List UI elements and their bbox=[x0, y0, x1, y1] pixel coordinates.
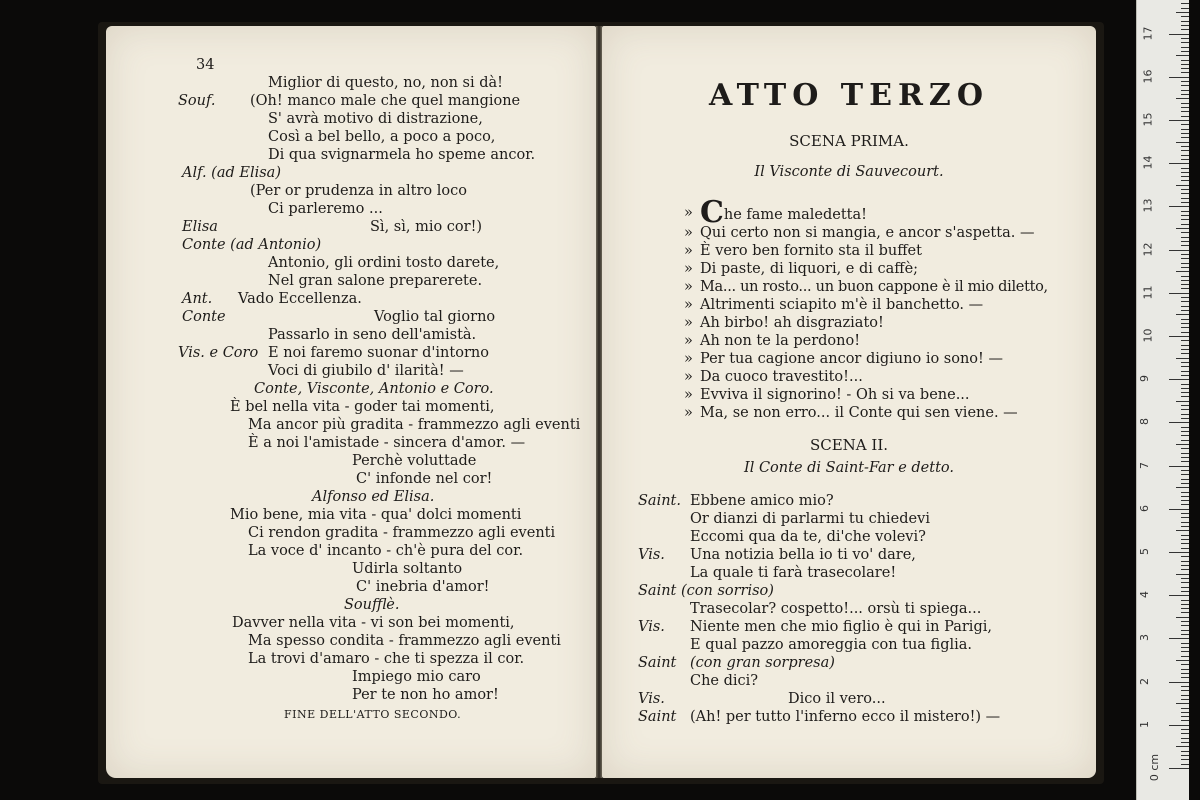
ruler-tick bbox=[1181, 319, 1189, 320]
dialogue-line: Trasecolar? cospetto!... orsù ti spiega... bbox=[690, 601, 982, 617]
ruler-tick bbox=[1181, 764, 1189, 765]
speaker-label: Saint bbox=[638, 709, 677, 725]
ruler-tick bbox=[1181, 608, 1189, 609]
dialogue-line: Che dici? bbox=[690, 673, 759, 689]
ruler-tick bbox=[1181, 310, 1189, 311]
verse-line: Voglio tal giorno bbox=[374, 309, 496, 325]
ruler-tick bbox=[1181, 630, 1189, 631]
scene-heading: SCENA II. bbox=[809, 436, 889, 454]
ruler-tick bbox=[1181, 133, 1189, 134]
ruler-tick bbox=[1181, 664, 1189, 665]
ruler-number: 10 bbox=[1141, 328, 1155, 343]
quote-mark: » bbox=[684, 279, 693, 295]
ruler-tick bbox=[1181, 504, 1189, 505]
ruler-tick bbox=[1181, 349, 1189, 350]
ruler-tick bbox=[1181, 85, 1189, 86]
ruler-tick bbox=[1181, 21, 1189, 22]
monologue-line: Ma... un rosto... un buon cappone è il mio diletto, bbox=[700, 279, 1048, 295]
ruler-tick bbox=[1181, 219, 1189, 220]
verse-line: Ma ancor più gradita - frammezzo agli eventi bbox=[248, 417, 581, 433]
ruler-tick bbox=[1181, 159, 1189, 160]
ruler-number: 14 bbox=[1141, 155, 1155, 170]
ruler-tick bbox=[1169, 422, 1189, 423]
ruler-tick bbox=[1181, 755, 1189, 756]
speaker-label: Vis. bbox=[638, 691, 665, 707]
verse-line: Davver nella vita - vi son bei momenti, bbox=[232, 615, 515, 631]
ruler-tick bbox=[1176, 142, 1189, 143]
verse-line: E noi faremo suonar d'intorno bbox=[268, 345, 489, 361]
ruler-tick bbox=[1181, 362, 1189, 363]
ruler-tick bbox=[1181, 522, 1189, 523]
ruler-tick bbox=[1181, 327, 1189, 328]
ruler-tick bbox=[1181, 384, 1189, 385]
monologue-line: Evviva il signorino! - Oh si va bene... bbox=[700, 387, 970, 403]
ruler-number: 4 bbox=[1138, 591, 1151, 599]
ruler-tick bbox=[1181, 729, 1189, 730]
speaker-label: Vis. e Coro bbox=[178, 345, 259, 361]
ruler-tick bbox=[1169, 379, 1189, 380]
quote-mark: » bbox=[684, 261, 693, 277]
ruler-tick bbox=[1181, 90, 1189, 91]
ruler-tick bbox=[1181, 600, 1189, 601]
ruler-tick bbox=[1181, 42, 1189, 43]
page-number: 34 bbox=[196, 57, 215, 73]
speaker-label: Conte (ad Antonio) bbox=[182, 237, 322, 253]
ruler-tick bbox=[1181, 673, 1189, 674]
ruler-tick bbox=[1181, 297, 1189, 298]
ruler-tick bbox=[1181, 168, 1189, 169]
ruler-number: 1 bbox=[1138, 720, 1151, 728]
speaker-label: Vis. bbox=[638, 547, 665, 563]
ruler-number: 11 bbox=[1141, 285, 1155, 300]
act-end-label: FINE DELL'ATTO SECONDO. bbox=[284, 708, 462, 721]
ruler-tick bbox=[1181, 612, 1189, 613]
ruler-tick bbox=[1169, 206, 1189, 207]
ruler-number: 0 cm bbox=[1148, 753, 1162, 782]
ruler-tick bbox=[1181, 193, 1189, 194]
verse-line: Antonio, gli ordini tosto darete, bbox=[268, 255, 500, 271]
ruler-tick bbox=[1181, 418, 1189, 419]
ruler-tick bbox=[1169, 682, 1189, 683]
verse-line: Così a bel bello, a poco a poco, bbox=[268, 129, 496, 145]
ruler-tick bbox=[1181, 116, 1189, 117]
ruler-tick bbox=[1181, 129, 1189, 130]
monologue-line: Ma, se non erro... il Conte qui sen viene. — bbox=[700, 405, 1018, 421]
ruler-tick bbox=[1181, 496, 1189, 497]
ruler-tick bbox=[1181, 3, 1189, 4]
verse-line: Sì, sì, mio cor!) bbox=[370, 219, 483, 235]
ruler-tick bbox=[1181, 276, 1189, 277]
ruler-number: 15 bbox=[1141, 112, 1155, 127]
verse-line: È bel nella vita - goder tai momenti, bbox=[230, 399, 495, 415]
dialogue-line: Dico il vero... bbox=[788, 691, 886, 707]
dialogue-line: Una notizia bella io ti vo' dare, bbox=[690, 547, 916, 563]
ruler-tick bbox=[1181, 591, 1189, 592]
ruler-tick bbox=[1181, 690, 1189, 691]
ruler-tick bbox=[1181, 323, 1189, 324]
ruler-tick bbox=[1181, 180, 1189, 181]
ruler-tick bbox=[1181, 51, 1189, 52]
verse-line: Perchè voluttade bbox=[352, 453, 477, 469]
ruler-tick bbox=[1181, 64, 1189, 65]
ruler-tick bbox=[1181, 241, 1189, 242]
ruler-tick bbox=[1181, 759, 1189, 760]
ruler-tick bbox=[1169, 34, 1189, 35]
left-page bbox=[106, 26, 596, 778]
ruler-tick bbox=[1169, 725, 1189, 726]
ruler-tick bbox=[1181, 517, 1189, 518]
ruler-number: 7 bbox=[1138, 461, 1151, 469]
ruler-tick bbox=[1169, 466, 1189, 467]
quote-mark: » bbox=[684, 315, 693, 331]
ruler-tick bbox=[1181, 392, 1189, 393]
scene-characters: Il Conte di Saint-Far e detto. bbox=[743, 460, 955, 476]
ruler-tick bbox=[1181, 366, 1189, 367]
quote-mark: » bbox=[684, 405, 693, 421]
ruler-tick bbox=[1181, 587, 1189, 588]
ruler-tick bbox=[1181, 742, 1189, 743]
ruler-tick bbox=[1176, 487, 1189, 488]
ruler-tick bbox=[1169, 250, 1189, 251]
ruler-tick bbox=[1181, 470, 1189, 471]
verse-line: Ci parleremo ... bbox=[268, 201, 383, 217]
quote-mark: » bbox=[684, 225, 693, 241]
dialogue-line: Eccomi qua da te, di'che volevi? bbox=[690, 529, 926, 545]
ruler-tick bbox=[1181, 306, 1189, 307]
ruler-tick bbox=[1176, 98, 1189, 99]
ruler-tick bbox=[1181, 578, 1189, 579]
verse-line: La trovi d'amaro - che ti spezza il cor. bbox=[248, 651, 525, 667]
ruler-tick bbox=[1176, 660, 1189, 661]
stage-direction: (con gran sorpresa) bbox=[690, 655, 835, 671]
monologue-line: Altrimenti sciapito m'è il banchetto. — bbox=[700, 297, 984, 313]
stage-direction: Conte, Visconte, Antonio e Coro. bbox=[254, 381, 494, 397]
ruler-tick bbox=[1181, 215, 1189, 216]
ruler-tick bbox=[1181, 111, 1189, 112]
dialogue-line: E qual pazzo amoreggia con tua figlia. bbox=[690, 637, 973, 653]
ruler-tick bbox=[1181, 103, 1189, 104]
ruler-tick bbox=[1176, 746, 1189, 747]
monologue-line: Ah birbo! ah disgraziato! bbox=[700, 315, 884, 331]
ruler-tick bbox=[1181, 301, 1189, 302]
quote-mark: » bbox=[684, 297, 693, 313]
ruler-tick bbox=[1181, 60, 1189, 61]
ruler-tick bbox=[1176, 185, 1189, 186]
verse-line: Udirla soltanto bbox=[352, 561, 463, 577]
speaker-label: Saint (con sorriso) bbox=[638, 583, 774, 599]
dialogue-line: Or dianzi di parlarmi tu chiedevi bbox=[690, 511, 930, 527]
ruler-tick bbox=[1176, 703, 1189, 704]
ruler-tick bbox=[1181, 695, 1189, 696]
ruler-number: 16 bbox=[1141, 69, 1155, 84]
speaker-label: Saint. bbox=[638, 493, 681, 509]
ruler-tick bbox=[1181, 267, 1189, 268]
ruler-tick bbox=[1181, 621, 1189, 622]
quote-mark: » bbox=[684, 243, 693, 259]
ruler-tick bbox=[1169, 552, 1189, 553]
ruler-tick bbox=[1181, 137, 1189, 138]
ruler-tick bbox=[1176, 314, 1189, 315]
ruler-tick bbox=[1181, 453, 1189, 454]
monologue-line: Da cuoco travestito!... bbox=[700, 369, 863, 385]
ruler-tick bbox=[1169, 120, 1189, 121]
ruler-tick bbox=[1181, 634, 1189, 635]
scene-heading: SCENA PRIMA. bbox=[789, 132, 909, 150]
ruler-tick bbox=[1181, 245, 1189, 246]
verse-line: Voci di giubilo d' ilarità! — bbox=[268, 363, 464, 379]
speaker-label: Conte bbox=[182, 309, 226, 325]
dialogue-line: (Ah! per tutto l'inferno ecco il mistero!) — bbox=[690, 709, 1001, 725]
verse-line: Miglior di questo, no, non si dà! bbox=[268, 75, 504, 91]
ruler-tick bbox=[1176, 358, 1189, 359]
ruler-tick bbox=[1181, 288, 1189, 289]
ruler-tick bbox=[1181, 561, 1189, 562]
ruler-tick bbox=[1181, 155, 1189, 156]
ruler-tick bbox=[1181, 461, 1189, 462]
ruler-tick bbox=[1181, 448, 1189, 449]
ruler-tick bbox=[1181, 543, 1189, 544]
scene-characters: Il Visconte di Sauvecourt. bbox=[754, 164, 944, 180]
right-page bbox=[602, 26, 1096, 778]
monologue-line: Ah non te la perdono! bbox=[700, 333, 861, 349]
speaker-label: Vis. bbox=[638, 619, 665, 635]
ruler-tick bbox=[1181, 556, 1189, 557]
ruler-tick bbox=[1181, 582, 1189, 583]
verse-line: (Per or prudenza in altro loco bbox=[250, 183, 467, 199]
ruler-tick bbox=[1181, 474, 1189, 475]
speaker-label: Ant. bbox=[182, 291, 213, 307]
ruler-tick bbox=[1181, 647, 1189, 648]
ruler-tick bbox=[1181, 457, 1189, 458]
ruler-tick bbox=[1181, 656, 1189, 657]
dialogue-line: La quale ti farà trasecolare! bbox=[690, 565, 897, 581]
ruler-tick bbox=[1169, 638, 1189, 639]
ruler-tick bbox=[1176, 228, 1189, 229]
ruler-tick bbox=[1176, 617, 1189, 618]
ruler-number: 2 bbox=[1138, 677, 1151, 685]
ruler-tick bbox=[1181, 189, 1189, 190]
speaker-label: Alf. (ad Elisa) bbox=[182, 165, 281, 181]
ruler-tick bbox=[1181, 738, 1189, 739]
dialogue-line: Ebbene amico mio? bbox=[690, 493, 834, 509]
verse-line: S' avrà motivo di distrazione, bbox=[268, 111, 483, 127]
drop-cap: C bbox=[700, 195, 724, 230]
ruler-tick bbox=[1176, 574, 1189, 575]
ruler-tick bbox=[1181, 211, 1189, 212]
ruler-tick bbox=[1181, 427, 1189, 428]
ruler-tick bbox=[1181, 677, 1189, 678]
ruler-tick bbox=[1181, 224, 1189, 225]
ruler-number: 13 bbox=[1141, 198, 1155, 213]
ruler-number: 8 bbox=[1138, 418, 1151, 426]
ruler-tick bbox=[1181, 651, 1189, 652]
ruler-tick bbox=[1169, 336, 1189, 337]
ruler-tick bbox=[1181, 440, 1189, 441]
ruler-tick bbox=[1181, 669, 1189, 670]
ruler-tick bbox=[1176, 401, 1189, 402]
ruler-tick bbox=[1181, 539, 1189, 540]
ruler-tick bbox=[1181, 146, 1189, 147]
monologue-line: Di paste, di liquori, e di caffè; bbox=[700, 261, 919, 277]
quote-mark: » bbox=[684, 369, 693, 385]
ruler-tick bbox=[1181, 72, 1189, 73]
verse-line: C' infonde nel cor! bbox=[356, 471, 493, 487]
ruler-tick bbox=[1181, 280, 1189, 281]
speaker-label: Elisa bbox=[182, 219, 218, 235]
ruler-tick bbox=[1181, 708, 1189, 709]
ruler-tick bbox=[1176, 55, 1189, 56]
ruler-tick bbox=[1181, 548, 1189, 549]
ruler-tick bbox=[1181, 353, 1189, 354]
ruler-tick bbox=[1181, 431, 1189, 432]
ruler-tick bbox=[1176, 530, 1189, 531]
ruler-number: 17 bbox=[1141, 26, 1155, 41]
ruler-tick bbox=[1181, 699, 1189, 700]
ruler-tick bbox=[1181, 81, 1189, 82]
ruler-number: 6 bbox=[1138, 504, 1151, 512]
verse-line: Impiego mio caro bbox=[352, 669, 481, 685]
ruler-tick bbox=[1181, 198, 1189, 199]
ruler-tick bbox=[1181, 345, 1189, 346]
verse-line: (Oh! manco male che quel mangione bbox=[250, 93, 521, 109]
ruler-tick bbox=[1181, 686, 1189, 687]
quote-mark: » bbox=[684, 333, 693, 349]
quote-mark: » bbox=[684, 387, 693, 403]
ruler-tick bbox=[1181, 479, 1189, 480]
ruler-tick bbox=[1181, 492, 1189, 493]
ruler-tick bbox=[1181, 435, 1189, 436]
verse-line: Ma spesso condita - frammezzo agli eventi bbox=[248, 633, 561, 649]
verse-line: Mio bene, mia vita - qua' dolci momenti bbox=[230, 507, 522, 523]
monologue-line: Per tua cagione ancor digiuno io sono! — bbox=[700, 351, 1003, 367]
verse-line: La voce d' incanto - ch'è pura del cor. bbox=[248, 543, 524, 559]
speaker-label: Souf. bbox=[178, 93, 216, 109]
ruler-tick bbox=[1181, 388, 1189, 389]
ruler-tick bbox=[1176, 12, 1189, 13]
quote-mark: » bbox=[684, 351, 693, 367]
verse-line: È a noi l'amistade - sincera d'amor. — bbox=[248, 435, 526, 451]
act-title: ATTO TERZO bbox=[709, 78, 989, 113]
ruler-tick bbox=[1169, 293, 1189, 294]
ruler-number: 5 bbox=[1138, 548, 1151, 555]
stage-direction: Alfonso ed Elisa. bbox=[312, 489, 435, 505]
ruler-tick bbox=[1181, 716, 1189, 717]
ruler-tick bbox=[1181, 483, 1189, 484]
ruler-tick bbox=[1181, 25, 1189, 26]
ruler-tick bbox=[1181, 643, 1189, 644]
ruler-tick bbox=[1181, 68, 1189, 69]
ruler-tick bbox=[1181, 38, 1189, 39]
verse-line: Vado Eccellenza. bbox=[238, 291, 362, 307]
ruler-tick bbox=[1181, 16, 1189, 17]
ruler-tick bbox=[1181, 375, 1189, 376]
ruler-tick bbox=[1181, 202, 1189, 203]
ruler-tick bbox=[1181, 565, 1189, 566]
quote-mark: » bbox=[684, 205, 693, 221]
dialogue-line: Niente men che mio figlio è qui in Parigi, bbox=[690, 619, 992, 635]
ruler-number: 3 bbox=[1138, 634, 1151, 642]
ruler-tick bbox=[1176, 444, 1189, 445]
ruler-tick bbox=[1181, 8, 1189, 9]
ruler-tick bbox=[1181, 751, 1189, 752]
ruler-tick bbox=[1181, 513, 1189, 514]
ruler-tick bbox=[1181, 94, 1189, 95]
ruler-tick bbox=[1181, 47, 1189, 48]
ruler-tick bbox=[1181, 625, 1189, 626]
ruler-tick bbox=[1181, 258, 1189, 259]
monologue-line-1: Che fame maledetta! bbox=[700, 195, 867, 230]
ruler-tick bbox=[1181, 263, 1189, 264]
ruler-tick bbox=[1181, 733, 1189, 734]
ruler-tick bbox=[1181, 720, 1189, 721]
ruler-tick bbox=[1181, 414, 1189, 415]
verse-line: Per te non ho amor! bbox=[352, 687, 499, 703]
ruler-tick bbox=[1181, 150, 1189, 151]
ruler-tick bbox=[1181, 409, 1189, 410]
speaker-label: Saint bbox=[638, 655, 677, 671]
ruler-tick bbox=[1181, 500, 1189, 501]
ruler-tick bbox=[1181, 29, 1189, 30]
ruler-tick bbox=[1181, 526, 1189, 527]
ruler-tick bbox=[1169, 163, 1189, 164]
ruler-tick bbox=[1181, 604, 1189, 605]
ruler-tick bbox=[1181, 124, 1189, 125]
ruler-tick bbox=[1181, 284, 1189, 285]
verse-line: Passarlo in seno dell'amistà. bbox=[268, 327, 477, 343]
ruler-tick bbox=[1181, 254, 1189, 255]
verse-line: Nel gran salone preparerete. bbox=[268, 273, 483, 289]
ruler-tick bbox=[1181, 371, 1189, 372]
ruler-number: 12 bbox=[1141, 242, 1155, 257]
ruler-tick bbox=[1169, 77, 1189, 78]
measuring-ruler bbox=[1136, 0, 1189, 800]
ruler-tick bbox=[1181, 237, 1189, 238]
ruler-tick bbox=[1181, 332, 1189, 333]
ruler-number: 9 bbox=[1138, 375, 1151, 383]
ruler-tick bbox=[1181, 232, 1189, 233]
ruler-tick bbox=[1181, 396, 1189, 397]
ruler-tick bbox=[1169, 768, 1189, 769]
ruler-tick bbox=[1176, 271, 1189, 272]
ruler-tick bbox=[1181, 569, 1189, 570]
ruler-tick bbox=[1181, 107, 1189, 108]
verse-line: C' inebria d'amor! bbox=[356, 579, 490, 595]
ruler-tick bbox=[1181, 340, 1189, 341]
ruler-tick bbox=[1181, 176, 1189, 177]
ruler-tick bbox=[1181, 712, 1189, 713]
verse-line: Di qua svignarmela ho speme ancor. bbox=[268, 147, 536, 163]
ruler-tick bbox=[1181, 405, 1189, 406]
stage-direction: Soufflè. bbox=[344, 597, 400, 613]
ruler-tick bbox=[1181, 172, 1189, 173]
ruler-tick bbox=[1169, 509, 1189, 510]
verse-line: Ci rendon gradita - frammezzo agli eventi bbox=[248, 525, 556, 541]
monologue-line: Qui certo non si mangia, e ancor s'aspetta. — bbox=[700, 225, 1035, 241]
ruler-tick bbox=[1181, 535, 1189, 536]
ruler-tick bbox=[1169, 595, 1189, 596]
monologue-line: È vero ben fornito sta il buffet bbox=[700, 243, 922, 259]
